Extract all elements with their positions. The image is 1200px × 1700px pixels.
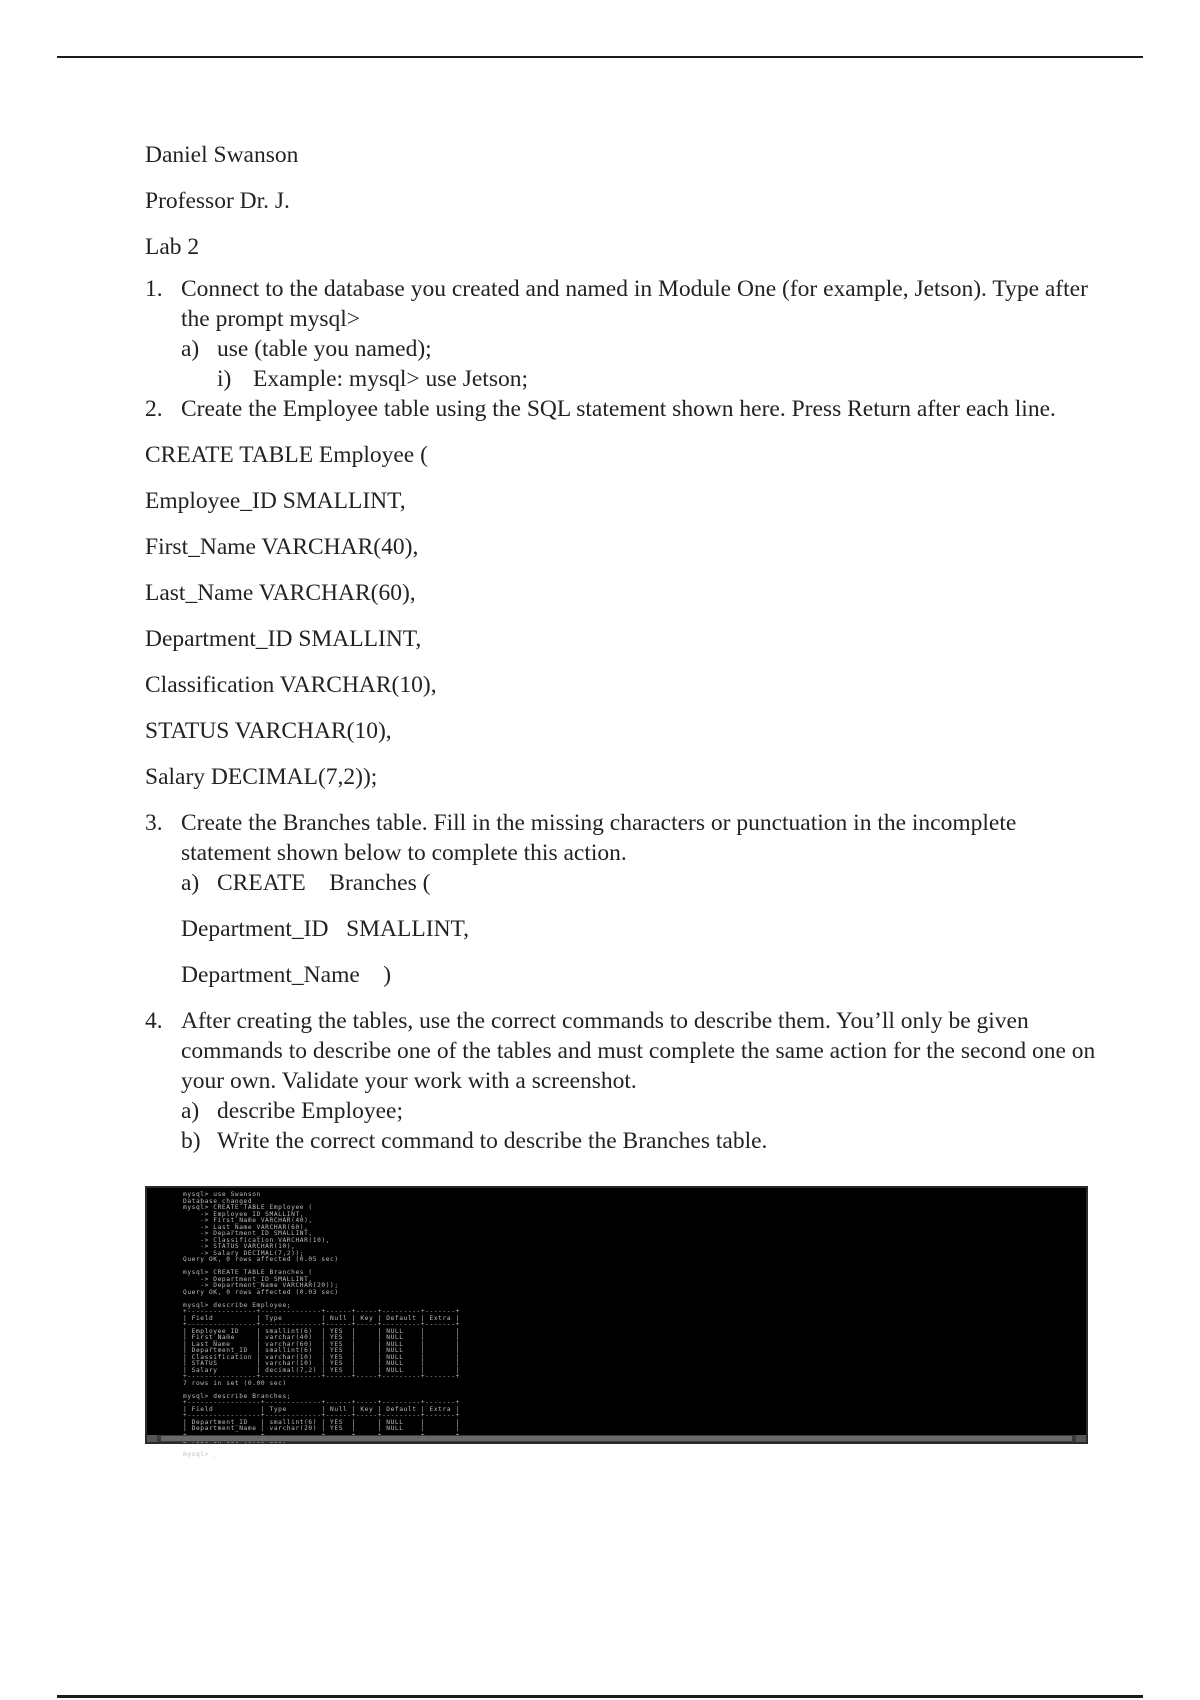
terminal-scrollbar[interactable] xyxy=(147,1435,1086,1442)
step-text: Create the Branches table. Fill in the missing characters or punctuation in the incomplete statement shown below to complete this action. xyxy=(181,810,1017,866)
terminal-line: -> Classification VARCHAR(10), xyxy=(183,1236,331,1244)
scroll-left-arrow-icon[interactable] xyxy=(147,1435,157,1442)
terminal-line: +----------------+--------------+------+-----+---------+-------+ xyxy=(183,1308,460,1315)
substep-text: use (table you named); xyxy=(217,336,432,362)
substep-text: describe Employee; xyxy=(217,1098,403,1124)
step-number: 3. xyxy=(145,810,163,836)
branches-sql-line: Department_Name ) xyxy=(181,962,392,988)
author-name: Daniel Swanson xyxy=(145,142,299,168)
terminal-line: -> Department_Name VARCHAR(20)); xyxy=(183,1282,339,1289)
substep-text: Write the correct command to describe the Branches table. xyxy=(217,1128,768,1154)
terminal-line: mysql> describe Branches; xyxy=(183,1392,292,1400)
lab-title: Lab 2 xyxy=(145,234,200,260)
terminal-line: | Classification | varchar(10) | YES | | NULL | | xyxy=(183,1353,460,1361)
substep-text: CREATE Branches ( xyxy=(217,870,431,896)
branches-sql-line: Department_ID SMALLINT, xyxy=(181,916,470,942)
step-text: Create the Employee table using the SQL statement shown here. Press Return after each line. xyxy=(181,396,1056,422)
header-rule xyxy=(57,56,1143,58)
step-number: 2. xyxy=(145,396,163,422)
terminal-line: | Field | Type | Null | Key | Default | Extra | xyxy=(183,1314,460,1322)
employee-sql xyxy=(145,440,1105,792)
scroll-right-arrow-icon[interactable] xyxy=(1076,1435,1086,1442)
sql-line: Classification VARCHAR(10), xyxy=(145,672,437,698)
terminal-line: mysql> describe Employee; xyxy=(183,1301,292,1309)
terminal-line: | First_Name | varchar(40) | YES | | NULL | | xyxy=(183,1334,460,1341)
step-number: 1. xyxy=(145,276,163,302)
terminal-line: -> STATUS VARCHAR(10), xyxy=(183,1243,296,1250)
terminal-line: Database changed xyxy=(183,1197,253,1205)
step-4 xyxy=(145,1006,1105,1156)
terminal-line: Query OK, 0 rows affected (0.05 sec) xyxy=(183,1256,339,1263)
professor-name: Professor Dr. J. xyxy=(145,188,290,214)
step-1 xyxy=(145,274,1105,394)
substep xyxy=(181,868,1105,898)
subsubstep-label: i) xyxy=(217,366,232,392)
terminal-line: -> Last_Name VARCHAR(60), xyxy=(183,1223,309,1231)
substep-label: b) xyxy=(181,1128,201,1154)
substep xyxy=(181,1096,1105,1126)
terminal-line: mysql> CREATE TABLE Employee ( xyxy=(183,1204,313,1211)
terminal-screenshot xyxy=(145,1186,1088,1458)
sql-line: Employee_ID SMALLINT, xyxy=(145,488,406,514)
terminal-line: | Department_ID | smallint(6) | YES | | NULL | | xyxy=(183,1347,460,1354)
step-3 xyxy=(145,808,1105,990)
substep-label: a) xyxy=(181,336,200,362)
terminal-line: | Employee_ID | smallint(6) | YES | | NULL | | xyxy=(183,1327,460,1335)
step-text: Connect to the database you created and named in Module One (for example, Jetson). Type after the prompt mysql> xyxy=(181,276,1088,332)
sql-line: First_Name VARCHAR(40), xyxy=(145,534,419,560)
substep xyxy=(181,1126,1105,1156)
terminal-line: mysql> CREATE TABLE Branches ( xyxy=(183,1269,313,1276)
terminal-line: | Department_ID | smallint(6) | YES | | NULL | | xyxy=(183,1418,460,1426)
subsubstep-text: Example: mysql> use Jetson; xyxy=(253,366,528,392)
subsubstep xyxy=(217,364,1105,394)
terminal-line: +-----------------+-------------+------+-----+---------+-------+ xyxy=(183,1412,460,1419)
scroll-thumb[interactable] xyxy=(161,1436,1072,1441)
substep-label: a) xyxy=(181,870,200,896)
substep-label: a) xyxy=(181,1098,200,1124)
terminal-line: -> Department_ID SMALLINT, xyxy=(183,1230,313,1237)
terminal-line: | Department_Name | varchar(20) | YES | | NULL | | xyxy=(183,1425,460,1432)
terminal-output xyxy=(183,1192,883,1459)
sql-line: Last_Name VARCHAR(60), xyxy=(145,580,416,606)
terminal-line: 7 rows in set (0.00 sec) xyxy=(183,1379,287,1387)
terminal-line: -> Department_ID SMALLINT, xyxy=(183,1275,313,1283)
terminal-line: mysql> _ xyxy=(183,1451,218,1458)
terminal-line: | Last_Name | varchar(60) | YES | | NULL | | xyxy=(183,1340,460,1348)
step-2 xyxy=(145,394,1105,424)
step-number: 4. xyxy=(145,1008,163,1034)
substep xyxy=(181,334,1105,394)
terminal-line: +-----------------+-------------+------+-----+---------+-------+ xyxy=(183,1399,460,1406)
sql-line: Salary DECIMAL(7,2)); xyxy=(145,764,378,790)
sql-line: CREATE TABLE Employee ( xyxy=(145,442,428,468)
terminal-line: | Salary | decimal(7,2) | YES | | NULL | | xyxy=(183,1366,460,1374)
step-text: After creating the tables, use the correct commands to describe them. You’ll only be given commands to describe one of the tables and must complete the same action for the second one on your own. Validate your work with a screenshot. xyxy=(181,1008,1096,1094)
footer-rule xyxy=(57,1695,1143,1698)
terminal-line: +----------------+--------------+------+-----+---------+-------+ xyxy=(183,1373,460,1380)
terminal-line: -> Salary DECIMAL(7,2)); xyxy=(183,1249,305,1257)
terminal-line: -> First_Name VARCHAR(40), xyxy=(183,1217,313,1224)
sql-line: Department_ID SMALLINT, xyxy=(145,626,422,652)
terminal-line: +----------------+--------------+------+-----+---------+-------+ xyxy=(183,1321,460,1328)
sql-line: STATUS VARCHAR(10), xyxy=(145,718,392,744)
terminal-line: -> Employee_ID SMALLINT, xyxy=(183,1210,305,1218)
terminal-line: | STATUS | varchar(10) | YES | | NULL | | xyxy=(183,1360,460,1367)
document-body xyxy=(145,140,1105,1156)
terminal-line: | Field | Type | Null | Key | Default | Extra | xyxy=(183,1405,460,1413)
terminal-line: Query OK, 0 rows affected (0.03 sec) xyxy=(183,1288,339,1296)
terminal-line: mysql> use Swanson xyxy=(183,1191,261,1198)
